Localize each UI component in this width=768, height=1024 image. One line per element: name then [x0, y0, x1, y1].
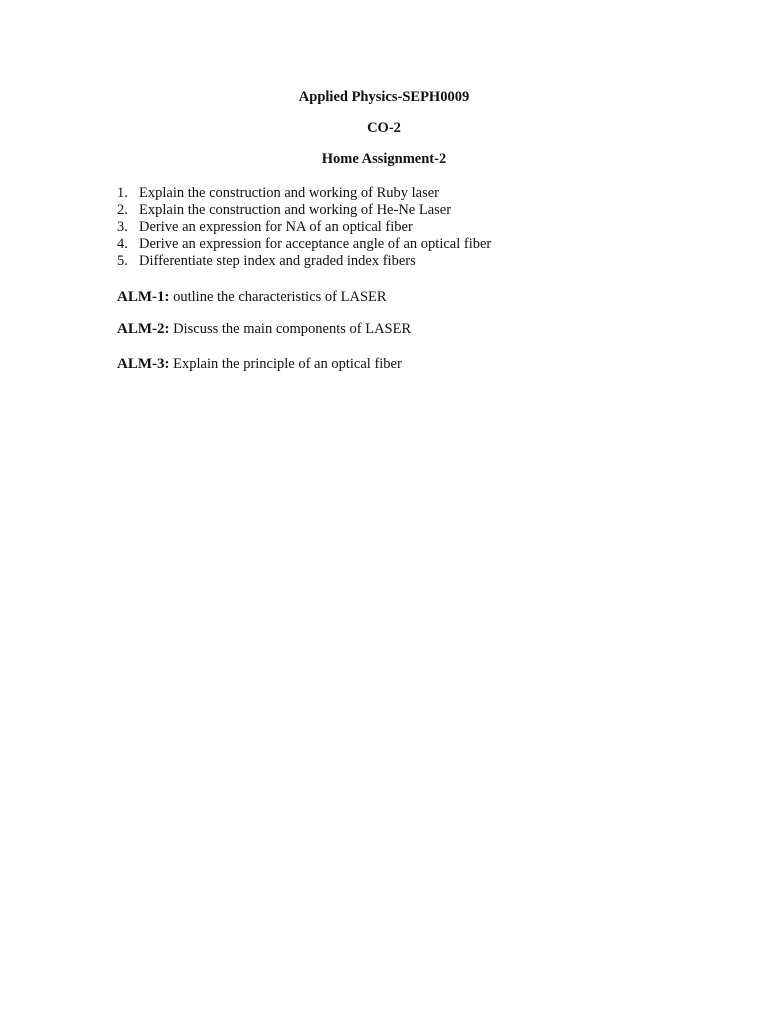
- alm-label: ALM-1:: [117, 289, 170, 305]
- question-text: Derive an expression for NA of an optical fiber: [139, 219, 413, 235]
- question-text: Derive an expression for acceptance angle of an optical fiber: [139, 236, 492, 252]
- assignment-title: Home Assignment-2: [321, 151, 447, 167]
- alm-item: [117, 320, 411, 338]
- question-number: 1.: [117, 185, 128, 201]
- question-item: [117, 185, 491, 202]
- question-list: [117, 185, 491, 270]
- question-item: [117, 219, 491, 236]
- alm-item: [117, 355, 402, 373]
- question-text: Differentiate step index and graded index fibers: [139, 253, 416, 269]
- question-item: [117, 236, 491, 253]
- question-text: Explain the construction and working of He-Ne Laser: [139, 202, 452, 218]
- question-text: Explain the construction and working of Ruby laser: [139, 185, 440, 201]
- alm-text: Explain the principle of an optical fiber: [169, 356, 402, 372]
- alm-text: Discuss the main components of LASER: [169, 321, 412, 337]
- course-outcome-heading: CO-2: [367, 120, 401, 136]
- alm-text: outline the characteristics of LASER: [169, 289, 387, 305]
- alm-item: [117, 288, 387, 306]
- course-title: Applied Physics-SEPH0009: [298, 89, 470, 105]
- question-number: 3.: [117, 219, 128, 235]
- question-item: [117, 253, 491, 270]
- question-item: [117, 202, 491, 219]
- question-number: 2.: [117, 202, 128, 218]
- alm-label: ALM-2:: [117, 321, 170, 337]
- question-number: 4.: [117, 236, 128, 252]
- alm-label: ALM-3:: [117, 356, 170, 372]
- question-number: 5.: [117, 253, 128, 269]
